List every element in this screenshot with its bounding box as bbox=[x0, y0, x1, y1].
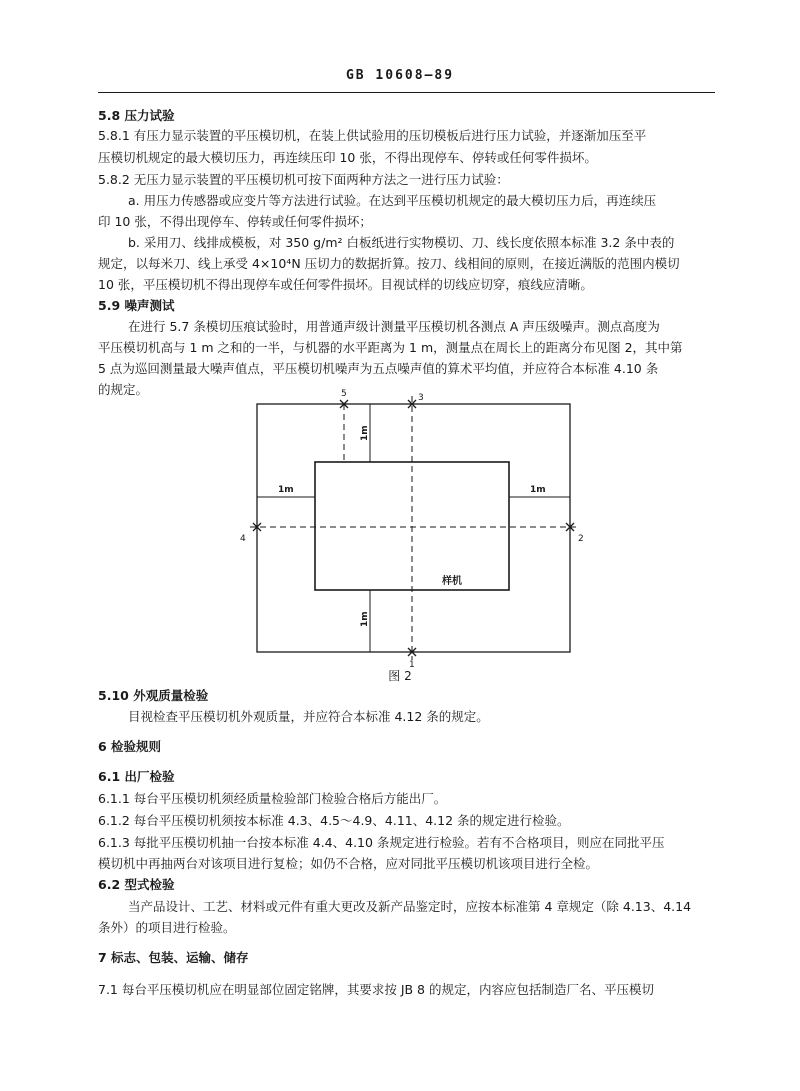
chapter-6-title: 6 检验规则 bbox=[98, 739, 162, 754]
point-label-3: 3 bbox=[418, 393, 424, 403]
para-5-9-line1: 在进行 5.7 条模切压痕试验时，用普通声级计测量平压模切机各测点 A 声压级噪声。测点高度为 bbox=[128, 319, 660, 334]
para-6-2-line1: 当产品设计、工艺、材料或元件有重大更改及新产品鉴定时，应按本标准第 4 章规定（除 4.13、4.14 bbox=[128, 899, 692, 914]
para-5-8-1-line1: 5.8.1 有压力显示装置的平压模切机，在装上供试验用的压切模板后进行压力试验，并逐渐加压至平 bbox=[98, 128, 647, 143]
para-5-10: 目视检查平压模切机外观质量，并应符合本标准 4.12 条的规定。 bbox=[128, 709, 489, 724]
para-6-2-line2: 条外）的项目进行检验。 bbox=[98, 920, 236, 935]
section-6-2-title: 6.2 型式检验 bbox=[98, 877, 175, 892]
point-label-4: 4 bbox=[240, 534, 246, 544]
para-6-1-3-line1: 6.1.3 每批平压模切机抽一台按本标准 4.4、4.10 条规定进行检验。若有不合格项目，则应在同批平压 bbox=[98, 835, 665, 850]
para-6-1-3-line2: 模切机中再抽两台对该项目进行复检；如仍不合格，应对同批平压模切机该项目进行全检。 bbox=[98, 856, 599, 871]
item-b-line2: 规定，以每米刀、线上承受 4×10⁴N 压切力的数据折算。按刀、线相间的原则，在接近满版的范围内模切 bbox=[98, 256, 680, 271]
item-a-line1: a. 用压力传感器或应变片等方法进行试验。在达到平压模切机规定的最大模切压力后，再连续压 bbox=[128, 193, 657, 208]
doc-header: GB 10608—89 bbox=[345, 68, 455, 83]
dim-bottom-label: 1m bbox=[360, 611, 370, 627]
point-label-2: 2 bbox=[578, 534, 584, 544]
dim-right-label: 1m bbox=[530, 485, 546, 495]
section-5-9-title: 5.9 噪声测试 bbox=[98, 298, 175, 313]
para-6-1-1: 6.1.1 每台平压模切机须经质量检验部门检验合格后方能出厂。 bbox=[98, 791, 447, 806]
para-5-8-2-line1: 5.8.2 无压力显示装置的平压模切机可按下面两种方法之一进行压力试验： bbox=[98, 172, 509, 187]
para-5-8-1-line2: 压模切机规定的最大模切压力，再连续压印 10 张，不得出现停车、停转或任何零件损坏。 bbox=[98, 150, 597, 165]
point-label-1: 1 bbox=[409, 660, 415, 670]
section-5-10-title: 5.10 外观质量检验 bbox=[98, 688, 209, 703]
para-7-1-line1: 7.1 每台平压模切机应在明显部位固定铭牌，其要求按 JB 8 的规定，内容应包括制造厂名、平压模切 bbox=[98, 982, 654, 997]
section-6-1-title: 6.1 出厂检验 bbox=[98, 769, 175, 784]
para-6-1-2: 6.1.2 每台平压模切机须按本标准 4.3、4.5～4.9、4.11、4.12 条的规定进行检验。 bbox=[98, 813, 570, 828]
outer-measurement-boundary bbox=[257, 404, 570, 652]
para-5-9-line2: 平压模切机高与 1 m 之和的一半，与机器的水平距离为 1 m，测量点在周长上的距离分布见图 2，其中第 bbox=[98, 340, 683, 355]
machine-label: 样机 bbox=[442, 576, 462, 587]
dim-top-label: 1m bbox=[360, 425, 370, 441]
item-b-line1: b. 采用刀、线排成模板，对 350 g/m² 白板纸进行实物模切、刀、线长度依照本标准 3.2 条中表的 bbox=[128, 235, 675, 250]
para-5-9-line3: 5 点为巡回测量最大噪声值点，平压模切机噪声为五点噪声值的算术平均值，并应符合本标准 4.10 条 bbox=[98, 361, 659, 376]
dim-left-label: 1m bbox=[278, 485, 294, 495]
chapter-7-title: 7 标志、包装、运输、储存 bbox=[98, 950, 249, 965]
point-label-5: 5 bbox=[341, 389, 347, 399]
section-5-8-title: 5.8 压力试验 bbox=[98, 108, 175, 123]
para-5-9-line4: 的规定。 bbox=[98, 382, 149, 397]
item-b-line3: 10 张，平压模切机不得出现停车或任何零件损坏。目视试样的切线应切穿，痕线应清晰。 bbox=[98, 277, 593, 292]
figure-caption: 图 2 bbox=[388, 669, 412, 683]
item-a-line2: 印 10 张，不得出现停车、停转或任何零件损坏； bbox=[98, 214, 372, 229]
